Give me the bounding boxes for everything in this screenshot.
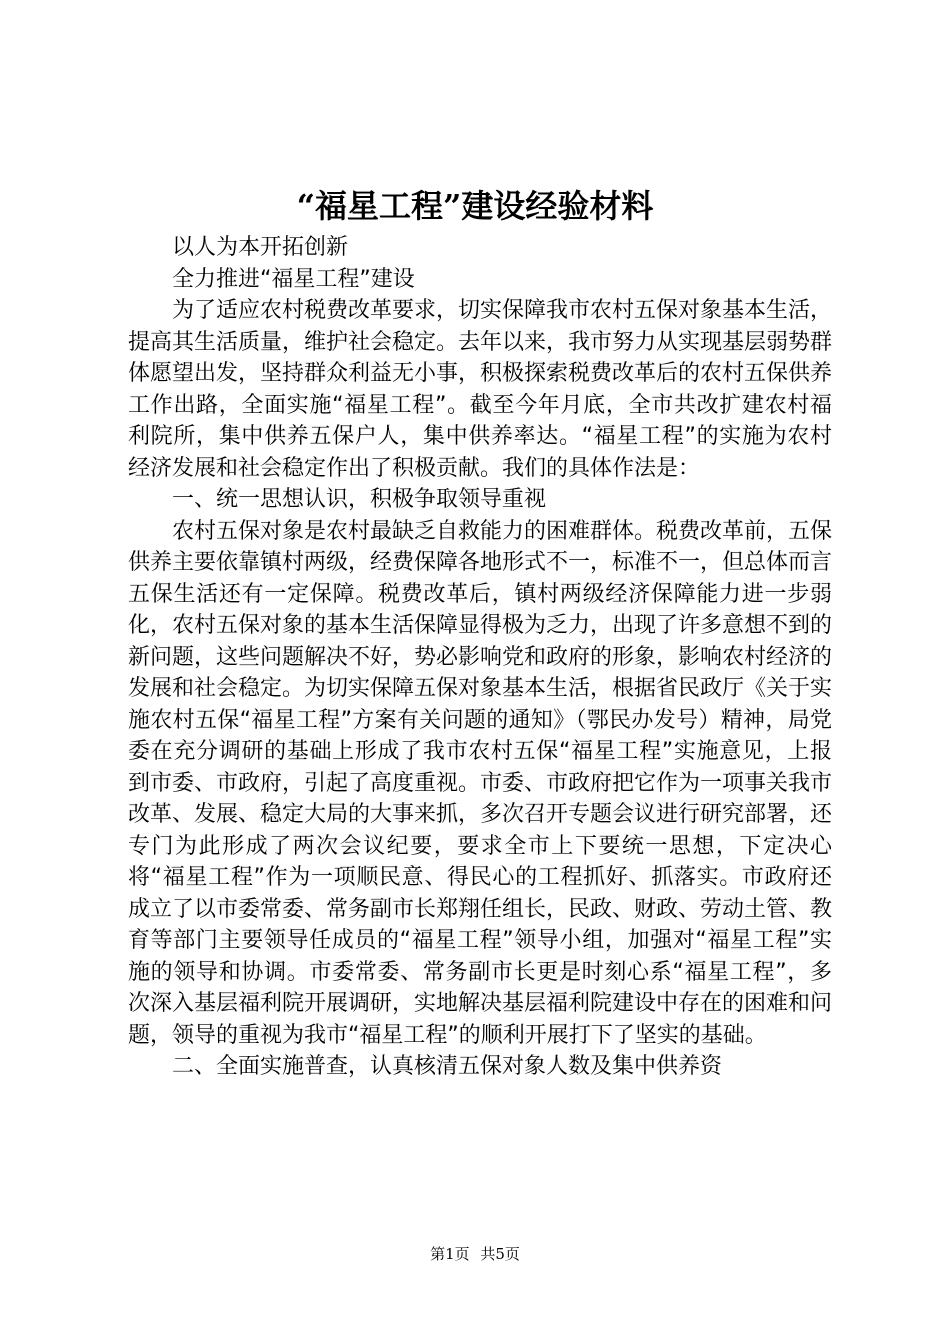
document-title: “福星工程”建设经验材料	[296, 187, 654, 225]
page-footer	[0, 1244, 950, 1264]
subtitle-line-2: 全力推进“福星工程”建设	[172, 266, 415, 292]
document-body	[128, 232, 832, 1083]
intro-paragraph: 为了适应农村税费改革要求，切实保障我市农村五保对象基本生活，提高其生活质量，维护社会稳定。去年以来，我市努力从实现基层弱势群体愿望出发，坚持群众利益无小事，积极探索税费改革后的农村五保供养工作出路，全面实施“福星工程”。截至今年月底，全市共改扩建农村福利院所，集中供养五保户人，集中供养率达。“福星工程”的实施为农村经济发展和社会稳定作出了积极贡献。我们的具体作法是：	[128, 298, 833, 481]
section-heading-1: 一、统一思想认识，积极争取领导重视	[172, 487, 547, 512]
section-heading-2: 二、全面实施普查，认真核清五保对象人数及集中供养资	[172, 1054, 723, 1079]
subtitle-line-1: 以人为本开拓创新	[172, 235, 349, 260]
page-total: 共5页	[480, 1245, 520, 1263]
section-1-paragraph: 农村五保对象是农村最缺乏自救能力的困难群体。税费改革前，五保供养主要依靠镇村两级，经费保障各地形式不一，标准不一，但总体而言五保生活还有一定保障。税费改革后，镇村两级经济保障能力进一步弱化，农村五保对象的基本生活保障显得极为乏力，出现了许多意想不到的新问题，这些问题解决不好，势必影响党和政府的形象，影响农村经济的发展和社会稳定。为切实保障五保对象基本生活，根据省民政厅《关于实施农村五保“福星工程”方案有关问题的通知》（鄂民办发号）精神，局党委在充分调研的基础上形成了我市农村五保“福星工程”实施意见，上报到市委、市政府，引起了高度重视。市委、市政府把它作为一项事关我市改革、发展、稳定大局的大事来抓，多次召开专题会议进行研究部署，还专门为此形成了两次会议纪要，要求全市上下要统一思想，下定决心将“福星工程”作为一项顺民意、得民心的工程抓好、抓落实。市政府还成立了以市委常委、常务副市长郑翔任组长，民政、财政、劳动土管、教育等部门主要领导任成员的“福星工程”领导小组，加强对“福星工程”实施的领导和协调。市委常委、常务副市长更是时刻心系“福星工程”，多次深入基层福利院开展调研，实地解决基层福利院建设中存在的困难和问题，领导的重视为我市“福星工程”的顺利开展打下了坚实的基础。	[128, 518, 833, 1048]
page-number: 第1页	[430, 1245, 470, 1263]
